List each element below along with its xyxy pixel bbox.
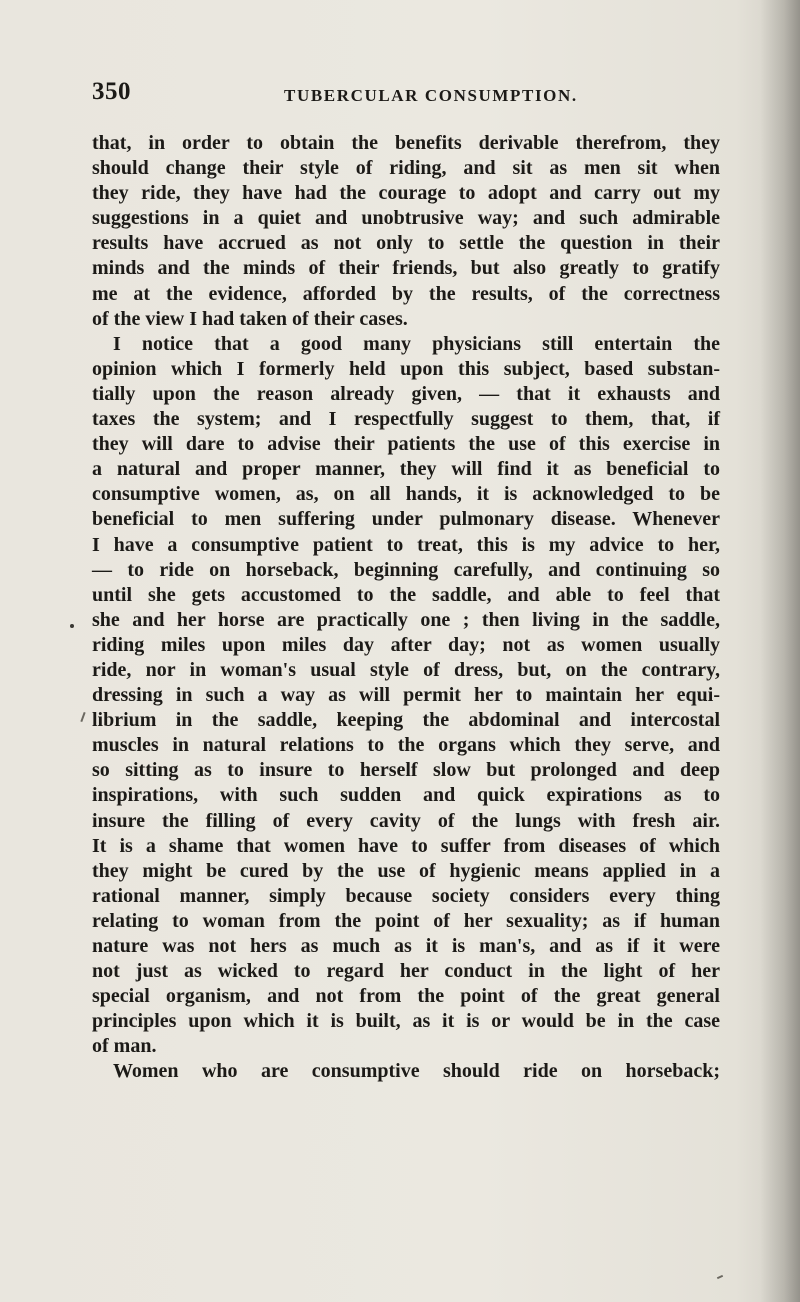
- text-line: muscles in natural relations to the organs which they serve, and: [92, 734, 720, 757]
- page-edge-shadow: [760, 0, 800, 1302]
- text-line: — to ride on horseback, beginning carefully, and continuing so: [92, 558, 720, 581]
- text-line: insure the filling of every cavity of the lungs with fresh air.: [92, 809, 720, 832]
- text-line: It is a shame that women have to suffer from diseases of which: [92, 834, 720, 857]
- text-line: tially upon the reason already given, — that it exhausts and: [92, 382, 720, 405]
- text-line: a natural and proper manner, they will find it as beneficial to: [92, 458, 720, 481]
- text-line: consumptive women, as, on all hands, it is acknowledged to be: [92, 483, 720, 506]
- text-line: opinion which I formerly held upon this subject, based substan-: [92, 357, 720, 380]
- text-line: they might be cured by the use of hygienic means applied in a: [92, 859, 720, 882]
- text-line: minds and the minds of their friends, but also greatly to gratify: [92, 257, 720, 280]
- paragraph-start-line: Women who are consumptive should ride on horseback;: [113, 1060, 720, 1083]
- page-number: 350: [92, 78, 131, 105]
- text-line: until she gets accustomed to the saddle, and able to feel that: [92, 583, 720, 606]
- margin-speck: [717, 1275, 723, 1279]
- text-line: I have a consumptive patient to treat, this is my advice to her,: [92, 533, 720, 556]
- text-line: that, in order to obtain the benefits derivable therefrom, they: [92, 132, 720, 154]
- text-line: principles upon which it is built, as it is or would be in the case: [92, 1010, 720, 1033]
- text-line: riding miles upon miles day after day; not as women usually: [92, 633, 720, 656]
- text-line: should change their style of riding, and sit as men sit when: [92, 157, 720, 180]
- body-text: [92, 131, 720, 1085]
- margin-speck: [80, 712, 85, 722]
- text-line: suggestions in a quiet and unobtrusive way; and such admirable: [92, 207, 720, 230]
- text-line: results have accrued as not only to settle the question in their: [92, 232, 720, 255]
- paragraph-start-line: I notice that a good many physicians still entertain the: [113, 332, 720, 355]
- text-line: relating to woman from the point of her sexuality; as if human: [92, 909, 720, 932]
- page-header: [92, 78, 692, 112]
- text-line: me at the evidence, afforded by the results, of the correctness: [92, 282, 720, 305]
- text-line: dressing in such a way as will permit her to maintain her equi-: [92, 684, 720, 707]
- margin-speck: [70, 624, 74, 628]
- running-title: TUBERCULAR CONSUMPTION.: [284, 86, 578, 105]
- text-line: ride, nor in woman's usual style of dress, but, on the contrary,: [92, 658, 720, 681]
- text-line: special organism, and not from the point of the great general: [92, 985, 720, 1008]
- text-line: taxes the system; and I respectfully suggest to them, that, if: [92, 408, 720, 431]
- text-line: not just as wicked to regard her conduct in the light of her: [92, 960, 720, 983]
- text-line: librium in the saddle, keeping the abdominal and intercostal: [92, 709, 720, 732]
- text-line: of man.: [92, 1035, 157, 1058]
- text-line: they ride, they have had the courage to adopt and carry out my: [92, 182, 720, 205]
- text-line: nature was not hers as much as it is man's, and as if it were: [92, 935, 720, 957]
- text-line: rational manner, simply because society considers every thing: [92, 884, 720, 907]
- text-line: she and her horse are practically one ; then living in the saddle,: [92, 608, 720, 631]
- text-line: of the view I had taken of their cases.: [92, 307, 408, 330]
- text-line: beneficial to men suffering under pulmonary disease. Whenever: [92, 508, 720, 531]
- text-line: so sitting as to insure to herself slow but prolonged and deep: [92, 759, 720, 782]
- text-line: inspirations, with such sudden and quick expirations as to: [92, 784, 720, 807]
- text-line: they will dare to advise their patients the use of this exercise in: [92, 433, 720, 456]
